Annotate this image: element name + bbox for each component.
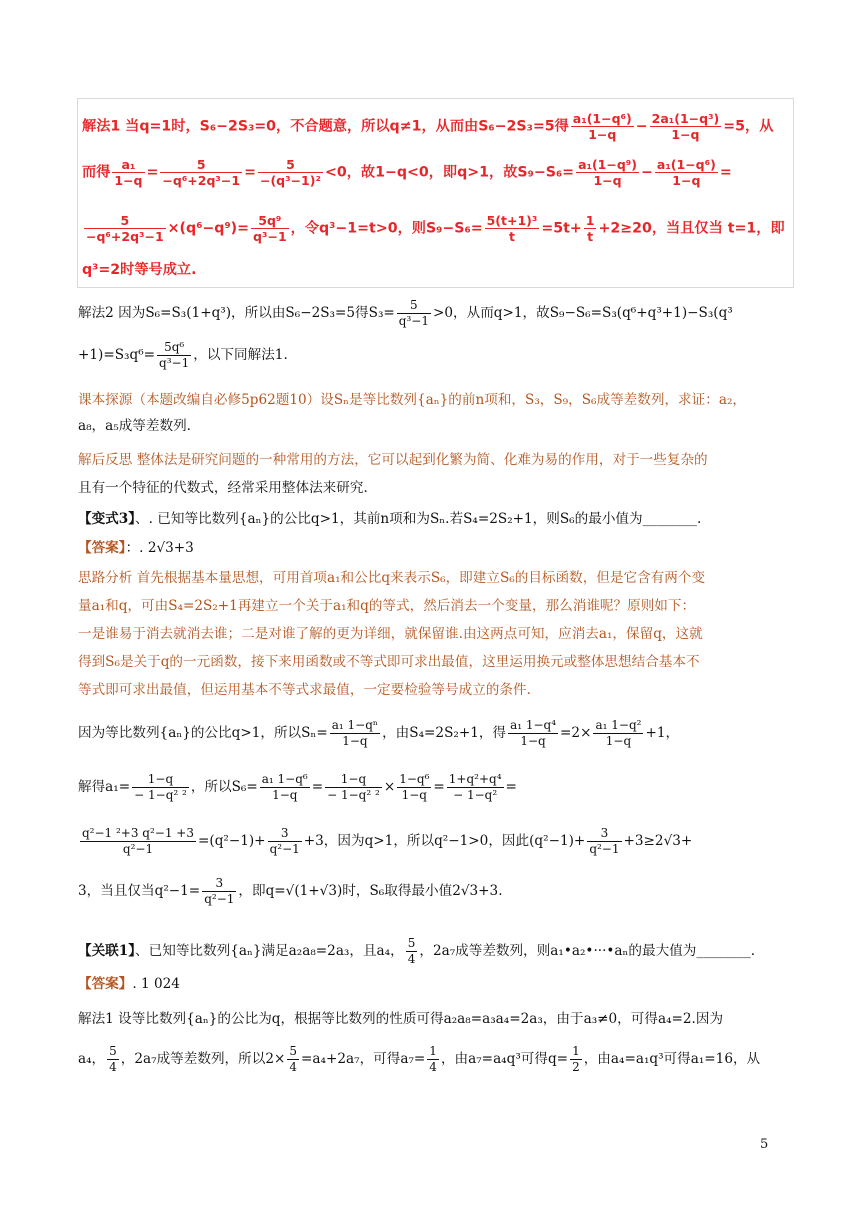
fraction — [132, 772, 189, 803]
fraction-denominator: q²−1 — [589, 842, 620, 856]
highlighted-solution-box — [77, 98, 794, 288]
textbook-source-line-2: a₈，a₅成等差数列. — [78, 418, 191, 434]
fraction — [287, 1044, 299, 1075]
red-text: ×(q⁶−q⁹)= — [167, 220, 250, 237]
fraction — [406, 936, 418, 967]
page-number: 5 — [760, 1137, 769, 1152]
question-text: 、已知等比数列{aₙ}满足a₂a₈=2a₃，且a₄， — [135, 943, 404, 959]
red-line-1 — [82, 111, 773, 142]
fraction-numerator: 3 — [268, 826, 302, 842]
fraction — [84, 213, 166, 244]
related1-question — [78, 936, 755, 967]
fraction-denominator: − 1−q² — [453, 788, 498, 802]
textbook-source-line-1: 课本探源（本题改编自必修5p62题10）设Sₙ是等比数列{aₙ}的前n项和，S₃，S₉，S₆成等差数列，求证：a₂， — [78, 392, 746, 408]
red-line-4: q³=2时等号成立. — [82, 262, 197, 278]
fraction-numerator: a₁ 1−qⁿ — [331, 718, 379, 732]
reflection-line-2: 且有一个特征的代数式，经常采用整体法来研究. — [78, 480, 368, 496]
analysis-line-2: 量a₁和q，可由S₄=2S₂+1再建立一个关于a₁和q的等式，然后消去一个变量，那么消谁呢？原则如下： — [78, 598, 696, 614]
fraction-denominator: −q⁶+2q³−1 — [162, 173, 241, 188]
fraction-denominator: q²−1 — [122, 842, 154, 856]
question-text: ，2a₇成等差数列，则a₁•a₂•···•aₙ的最大值为________. — [419, 943, 756, 959]
fraction-numerator: a₁(1−q⁶) — [572, 111, 632, 126]
fraction-denominator: t — [508, 229, 515, 244]
fraction — [325, 772, 382, 803]
fraction — [330, 718, 380, 749]
red-text: <0，故1−q<0，即q>1，故S₉−S₆= — [324, 164, 575, 181]
fraction-numerator: 1 — [429, 1044, 437, 1058]
fraction — [576, 157, 639, 188]
fraction-numerator: 1−q — [325, 772, 382, 788]
solution-line-3 — [78, 826, 692, 857]
text: = — [433, 779, 445, 795]
text: ，由a₄=a₁q³可得a₁=16，从 — [583, 1051, 761, 1067]
fraction-denominator: 4 — [407, 952, 416, 966]
fraction-denominator: t — [587, 229, 594, 244]
red-text: ，令q³−1=t>0，则S₉−S₆= — [290, 220, 483, 237]
fraction — [202, 876, 236, 907]
fraction — [508, 718, 558, 749]
text: a₄， — [78, 1051, 106, 1067]
fraction-numerator: 5 — [289, 1044, 298, 1058]
fraction — [587, 826, 621, 857]
reflection-line-1: 解后反思 整体法是研究问题的一种常用的方法，它可以起到化繁为简、化难为易的作用，对于一些复杂的 — [78, 452, 708, 468]
fraction-denominator: 1−q — [605, 734, 632, 748]
fraction — [570, 1044, 582, 1075]
fraction-numerator: 5 — [258, 157, 323, 173]
text: ，即q=√(1+√3)时，S₆取得最小值2√3+3. — [238, 883, 503, 899]
fraction-numerator: 5 — [84, 213, 166, 229]
variant3-question — [78, 510, 701, 528]
fraction-denominator: 1−q — [588, 127, 617, 142]
analysis-line-1: 思路分析 首先根据基本量思想，可用首项a₁和公比q来表示S₆，即建立S₆的目标函数，但是它含有两个变 — [78, 570, 706, 586]
fraction — [112, 157, 144, 188]
fraction-numerator: 2a₁(1−q³) — [651, 111, 720, 126]
fraction-numerator: 1−q⁶ — [399, 772, 430, 786]
analysis-line-3: 一是谁易于消去就消去谁；二是对谁了解的更为详细，就保留谁.由这两点可知，应消去a₁，保留q，这就 — [78, 626, 703, 642]
answer-text: ：. 2√3+3 — [125, 540, 194, 556]
fraction — [251, 213, 289, 244]
fraction-denominator: q³−1 — [253, 229, 287, 244]
fraction-denominator: 1−q — [672, 173, 701, 188]
analysis-line-4: 得到S₆是关于q的一元函数，接下来用函数或不等式即可求出最值，这里运用换元或整体思想结合基本不 — [78, 654, 700, 670]
fraction-denominator: 1−q — [593, 173, 622, 188]
fraction-denominator: 1−q — [401, 788, 427, 802]
solution-line-1 — [78, 718, 679, 749]
fraction-numerator: q²−1 ²+3 q²−1 +3 — [82, 826, 194, 840]
red-text: =5t+ — [541, 220, 582, 237]
related-method1-line-1: 解法1 设等比数列{aₙ}的公比为q，根据等比数列的性质可得a₂a₈=a₃a₄=2a₃，由于a₃≠0，可得a₄=2.因为 — [78, 1011, 724, 1027]
text: +1， — [645, 725, 680, 741]
variant3-answer — [78, 539, 194, 557]
text: =a₄+2a₇，可得a₇= — [301, 1051, 426, 1067]
fraction — [107, 1044, 119, 1075]
fraction-denominator: −(q³−1)² — [259, 173, 321, 188]
solution-line-2 — [78, 772, 517, 803]
text: 解法2 因为S₆=S₃(1+q³)，所以由S₆−2S₃=5得S₃= — [78, 305, 395, 321]
method2-line-1 — [78, 298, 733, 329]
fraction — [593, 718, 643, 749]
fraction-numerator: 1 — [572, 1044, 580, 1058]
fraction-denominator: 1−q — [114, 173, 143, 188]
fraction-numerator: 3 — [202, 876, 236, 892]
fraction-denominator: q²−1 — [269, 842, 300, 856]
fraction — [655, 157, 718, 188]
fraction — [584, 213, 597, 244]
text: +3≥2√3+ — [623, 833, 693, 849]
fraction — [397, 298, 431, 329]
text: >0，从而q>1，故S₉−S₆=S₃(q⁶+q³+1)−S₃(q³ — [432, 305, 733, 321]
text: ，由a₇=a₄q³可得q= — [440, 1051, 569, 1067]
fraction-denominator: q³−1 — [159, 356, 190, 370]
text: 解得a₁= — [78, 779, 131, 795]
red-line-3 — [82, 213, 785, 244]
fraction-denominator: q³−1 — [398, 314, 429, 328]
fraction-denominator: 1−q — [520, 734, 546, 748]
text: = — [311, 779, 324, 795]
text: +3，因为q>1，所以q²−1>0，因此(q²−1)+ — [303, 833, 586, 849]
text: × — [383, 779, 396, 795]
answer-text: . 1 024 — [132, 976, 180, 992]
fraction — [80, 826, 196, 857]
fraction-denominator: 2 — [572, 1060, 580, 1074]
fraction — [160, 157, 242, 188]
fraction-denominator: 1−q — [671, 127, 700, 142]
text: ，由S₄=2S₂+1，得 — [382, 725, 507, 741]
fraction-numerator: 5 — [397, 298, 431, 314]
red-line-2: 而得 $\frac{\text{a₁}}{1-q}$ = $\frac{5}{\text{−q⁶+2q³−1}}$ = $\frac{5}{\text{−(q³−1)²}}$ <0，故1−q<0，即q>1，故S₉−S₆= $\frac{\text{a₁(1−q⁹)}}{1-q}$ − $\frac{\text{a₁(1−q⁶)}}{1-q}$ = — [82, 157, 732, 188]
variant-tag: 【变式3】 — [78, 511, 136, 527]
fraction-numerator: a₁ 1−q² — [595, 718, 642, 732]
fraction — [258, 157, 323, 188]
red-text: +2≥20，当且仅当 t=1，即 — [598, 220, 785, 237]
fraction-numerator: 1−q — [132, 772, 189, 788]
fraction-denominator: 4 — [429, 1060, 437, 1074]
text: =2× — [560, 725, 592, 741]
text: +1)=S₃q⁶= — [78, 347, 156, 363]
fraction-numerator: a₁ 1−q⁴ — [510, 718, 557, 732]
fraction-denominator: 1−q — [272, 788, 298, 802]
text: ，2a₇成等差数列，所以2× — [120, 1051, 286, 1067]
fraction-numerator: 1 — [585, 213, 595, 228]
question-text: 、. 已知等比数列{aₙ}的公比q>1，其前n项和为Sₙ.若S₄=2S₂+1，则S₆的最小值为________. — [135, 511, 702, 527]
fraction-denominator: − 1−q² ² — [327, 788, 380, 802]
answer-tag: 【答案】 — [78, 976, 133, 992]
fraction-numerator: a₁ 1−q⁶ — [261, 772, 308, 786]
fraction — [260, 772, 310, 803]
fraction-numerator: 5 — [160, 157, 242, 173]
fraction-numerator: a₁(1−q⁶) — [656, 157, 716, 172]
fraction — [397, 772, 431, 803]
fraction — [157, 340, 191, 371]
fraction-numerator: 5 — [407, 936, 416, 950]
fraction-numerator: 5q⁶ — [157, 340, 191, 356]
fraction-numerator: 1+q²+q⁴ — [448, 772, 502, 786]
fraction — [485, 213, 540, 244]
fraction — [427, 1044, 439, 1075]
red-text: 解法1 当q=1时，S₆−2S₃=0，不合题意，所以q≠1，从而由S₆−2S₃=5得 — [82, 118, 569, 135]
text: 因为等比数列{aₙ}的公比q>1，所以Sₙ= — [78, 725, 328, 741]
text: =(q²−1)+ — [198, 833, 266, 849]
fraction-denominator: −q⁶+2q³−1 — [86, 229, 164, 244]
analysis-line-5: 等式即可求出最值，但运用基本不等式求最值，一定要检验等号成立的条件. — [78, 682, 531, 698]
red-text: =5，从 — [723, 118, 774, 135]
red-text: − — [635, 118, 648, 135]
related-method1-line-2 — [78, 1044, 760, 1075]
fraction-numerator: 5q⁹ — [251, 213, 289, 229]
fraction — [650, 111, 722, 142]
related1-answer — [78, 975, 180, 993]
fraction-denominator: 4 — [289, 1060, 298, 1074]
text: 3，当且仅当q²−1= — [78, 883, 201, 899]
fraction-denominator: 4 — [109, 1060, 117, 1074]
text: ，所以S₆= — [190, 779, 258, 795]
red-text: 而得 — [82, 164, 111, 181]
fraction-denominator: 1−q — [342, 734, 368, 748]
fraction-numerator: a₁ — [112, 157, 144, 173]
solution-line-4 — [78, 876, 503, 907]
fraction — [571, 111, 634, 142]
fraction — [447, 772, 504, 803]
fraction-denominator: − 1−q² ² — [134, 788, 187, 802]
fraction-numerator: a₁(1−q⁹) — [578, 157, 637, 172]
related-tag: 【关联1】 — [78, 943, 136, 959]
text: ，以下同解法1. — [193, 347, 288, 363]
text: = — [505, 779, 517, 795]
method2-line-2 — [78, 340, 288, 371]
answer-tag: 【答案】 — [78, 540, 126, 556]
fraction-numerator: 5 — [109, 1044, 117, 1058]
fraction — [268, 826, 302, 857]
fraction-numerator: 3 — [587, 826, 621, 842]
fraction-denominator: q²−1 — [204, 892, 235, 906]
fraction-numerator: 5(t+1)³ — [486, 213, 538, 228]
